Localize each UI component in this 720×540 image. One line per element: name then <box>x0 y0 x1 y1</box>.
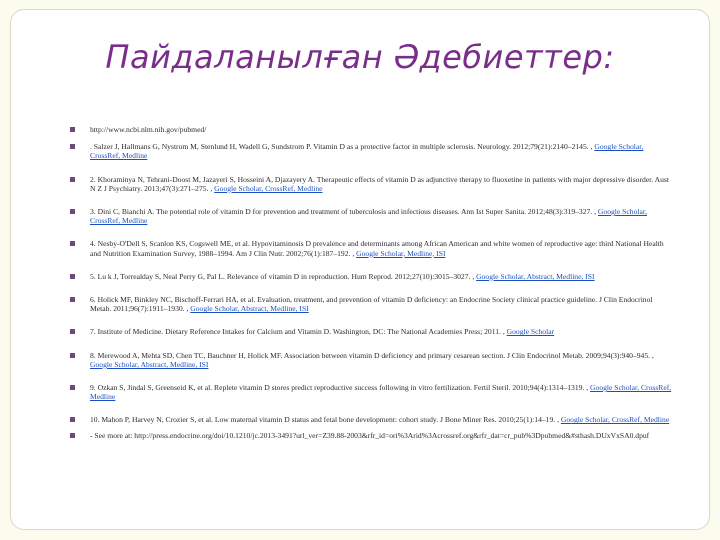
bullet-icon <box>70 127 75 132</box>
reference-links[interactable]: Google Scholar, Abstract, Medline, ISI <box>90 359 209 369</box>
reference-links[interactable]: Google Scholar, CrossRef, Medline <box>560 415 670 425</box>
reference-text: - See more at: http://press.endocrine.org/doi/10.1210/jc.2013-3491?url_ver=Z39.88-2003&rfr_id=ori%3Arid%3Acrossref.org&rfr_dat=cr_pub%3Dpubmed&#sthash.DUxVxSA0.dpuf <box>90 430 650 440</box>
reference-item <box>90 431 675 440</box>
bullet-icon <box>70 177 75 182</box>
reference-item <box>90 295 675 313</box>
reference-item <box>90 175 675 193</box>
bullet-icon <box>70 241 75 246</box>
bullet-icon <box>70 353 75 358</box>
reference-links[interactable]: Google Scholar, CrossRef, Medline <box>214 183 323 193</box>
reference-text: 8. Merewood A, Mehta SD, Chen TC, Bauchner H, Holick MF. Association between vitamin D deficiency and primary cesarean section. J Clin Endocrinol Metab. 2009;94(3):940–945. , <box>90 350 654 360</box>
reference-links[interactable]: Google Scholar, Medline, ISI <box>356 248 446 258</box>
bullet-icon <box>70 144 75 149</box>
bullet-icon <box>70 209 75 214</box>
reference-item <box>90 272 675 281</box>
reference-item <box>90 125 675 134</box>
reference-item <box>90 327 675 336</box>
reference-item <box>90 383 675 401</box>
reference-links[interactable]: Google Scholar <box>506 327 555 337</box>
reference-text: 4. Nesby-O'Dell S, Scanlon KS, Cogswell ME, et al. Hypovitaminosis D prevalence and determinants among African American and white women of reproductive age: third National Health and Nutrition Examination Survey, 1988–1994. Am J Clin Nutr. 2002;76(1):187–192. , <box>90 239 664 258</box>
bullet-icon <box>70 433 75 438</box>
reference-item <box>90 415 675 424</box>
reference-text: http://www.ncbi.nlm.nih.gov/pubmed/ <box>90 125 207 134</box>
reference-links[interactable]: Google Scholar, Abstract, Medline, ISI <box>476 271 595 281</box>
reference-text: 3. Dini C, Bianchi A. The potential role of vitamin D for prevention and treatment of tuberculosis and infectious diseases. Ann Ist Super Sanita. 2012;48(3):319–327. , <box>90 207 597 217</box>
bullet-icon <box>70 329 75 334</box>
reference-text: 7. Institute of Medicine. Dietary Reference Intakes for Calcium and Vitamin D. Washington, DC: The National Academies Press; 2011. , <box>90 327 505 337</box>
bullet-icon <box>70 274 75 279</box>
bullet-icon <box>70 297 75 302</box>
reference-text: 5. Lu k J, Torrealday S, Neal Perry G, Pal L. Relevance of vitamin D in reproduction. Hum Reprod. 2012;27(10):3015–3027. , <box>90 271 475 281</box>
reference-text: . Salzer J, Hallmans G, Nystrom M, Stenlund H, Wadell G, Sundstrom P. Vitamin D as a protective factor in multiple sclerosis. Neurology. 2012;79(21):2140–2145. , <box>90 142 593 152</box>
reference-text: 2. Khoraminya N, Tehrani-Doost M, Jazayeri S, Hosseini A, Djazayery A. Therapeutic effects of vitamin D as adjunctive therapy to fluoxetine in patients with major depressive disorder. Aust N Z J Psychiatry. 2013;47(3):271–275. , <box>90 174 669 193</box>
slide-title: Пайдаланылған Әдебиеттер: <box>105 38 615 76</box>
reference-item <box>90 142 675 160</box>
reference-links[interactable]: Google Scholar, CrossRef, Medline <box>90 207 647 226</box>
reference-text: 9. Ozkan S, Jindal S, Greenseid K, et al. Replete vitamin D stores predict reproductive success following in vitro fertilization. Fertil Steril. 2010;94(4):1314–1319. , <box>90 383 589 393</box>
reference-item <box>90 207 675 225</box>
reference-text: 6. Holick MF, Binkley NC, Bischoff-Ferrari HA, et al. Evaluation, treatment, and prevention of vitamin D deficiency: an Endocrine Society clinical practice guideline. J Clin Endocrinol Metab. 2011;96(7):1911–1930. , <box>90 295 653 314</box>
bullet-icon <box>70 385 75 390</box>
reference-text: 10. Mahon P, Harvey N, Crozier S, et al. Low maternal vitamin D status and fetal bone development: cohort study. J Bone Miner Res. 2010;25(1):14–19. , <box>90 415 559 425</box>
reference-links[interactable]: Google Scholar, Abstract, Medline, ISI <box>190 304 309 314</box>
reference-item <box>90 239 675 257</box>
reference-list <box>90 125 675 440</box>
bullet-icon <box>70 417 75 422</box>
reference-links[interactable]: Google Scholar, CrossRef, Medline <box>90 383 672 402</box>
reference-links[interactable]: Google Scholar, CrossRef, Medline <box>90 142 644 161</box>
reference-item <box>90 351 675 369</box>
